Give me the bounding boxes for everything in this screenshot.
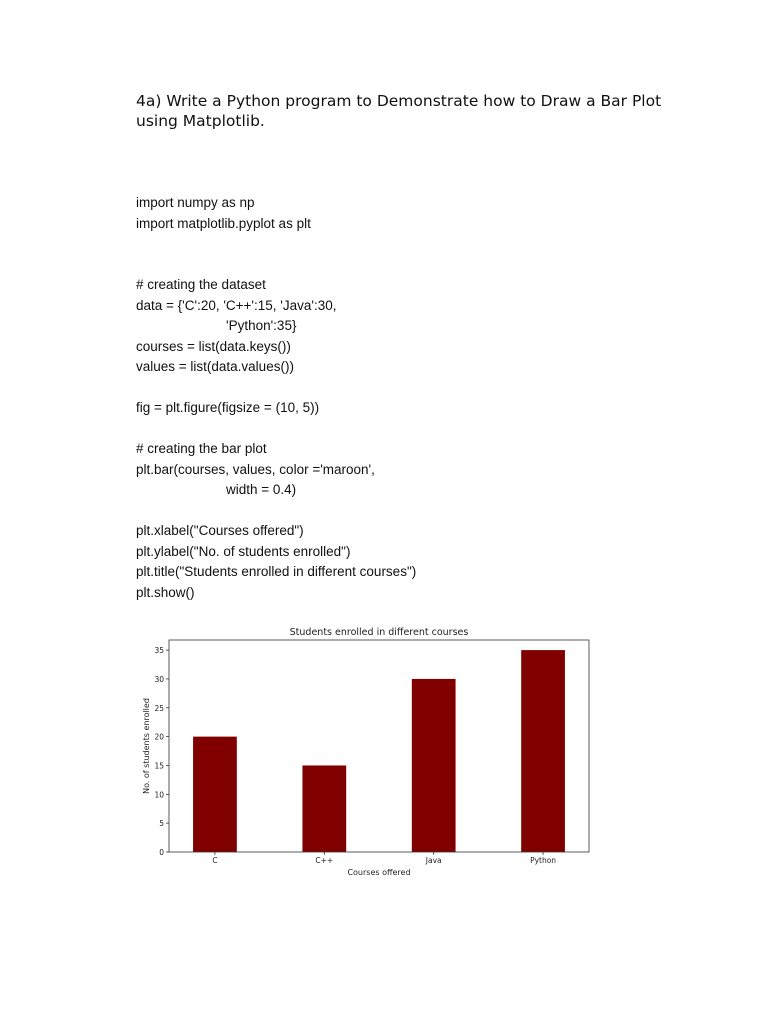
bar-python — [521, 650, 565, 852]
y-tick-label: 5 — [159, 819, 164, 829]
x-tick-label: C++ — [315, 856, 334, 865]
chart-title: Students enrolled in different courses — [289, 627, 469, 638]
y-tick-label: 15 — [154, 761, 164, 771]
code-line: width = 0.4) — [226, 482, 297, 497]
code-line: courses = list(data.keys()) — [136, 338, 291, 354]
code-line: import numpy as np — [136, 195, 255, 210]
code-listing — [136, 193, 656, 603]
bar-chart — [136, 620, 606, 885]
code-line: plt.ylabel("No. of students enrolled") — [136, 543, 351, 559]
y-axis-label: No. of students enrolled — [142, 698, 151, 794]
x-tick-label: Java — [425, 856, 442, 865]
page-heading: 4a) Write a Python program to Demonstrate how to Draw a Bar Plot using Matplotlib. — [136, 92, 662, 130]
bar-cpp — [302, 765, 346, 852]
y-tick-label: 35 — [154, 646, 164, 656]
x-tick-label: C — [212, 856, 218, 865]
code-comment: # creating the bar plot — [136, 441, 267, 456]
bar-java — [412, 679, 456, 852]
bar-c — [193, 737, 237, 852]
y-tick-label: 20 — [154, 732, 164, 742]
x-axis-label: Courses offered — [347, 868, 411, 877]
code-line: data = {'C':20, 'C++':15, 'Java':30, — [136, 297, 337, 313]
code-line: 'Python':35} — [226, 318, 297, 333]
x-tick-label: Python — [530, 856, 557, 865]
code-line: plt.title("Students enrolled in different courses") — [136, 564, 417, 579]
y-tick-label: 25 — [154, 703, 164, 713]
code-comment: # creating the dataset — [136, 277, 266, 292]
code-line: values = list(data.values()) — [136, 359, 294, 374]
y-tick-label: 0 — [159, 848, 164, 857]
code-line: import matplotlib.pyplot as plt — [136, 215, 311, 231]
code-line: plt.xlabel("Courses offered") — [136, 523, 304, 538]
y-tick-label: 10 — [154, 790, 164, 800]
y-tick-label: 30 — [154, 674, 164, 684]
code-line: plt.show() — [136, 584, 195, 600]
code-line: fig = plt.figure(figsize = (10, 5)) — [136, 400, 320, 415]
code-line: plt.bar(courses, values, color ='maroon', — [136, 461, 375, 477]
